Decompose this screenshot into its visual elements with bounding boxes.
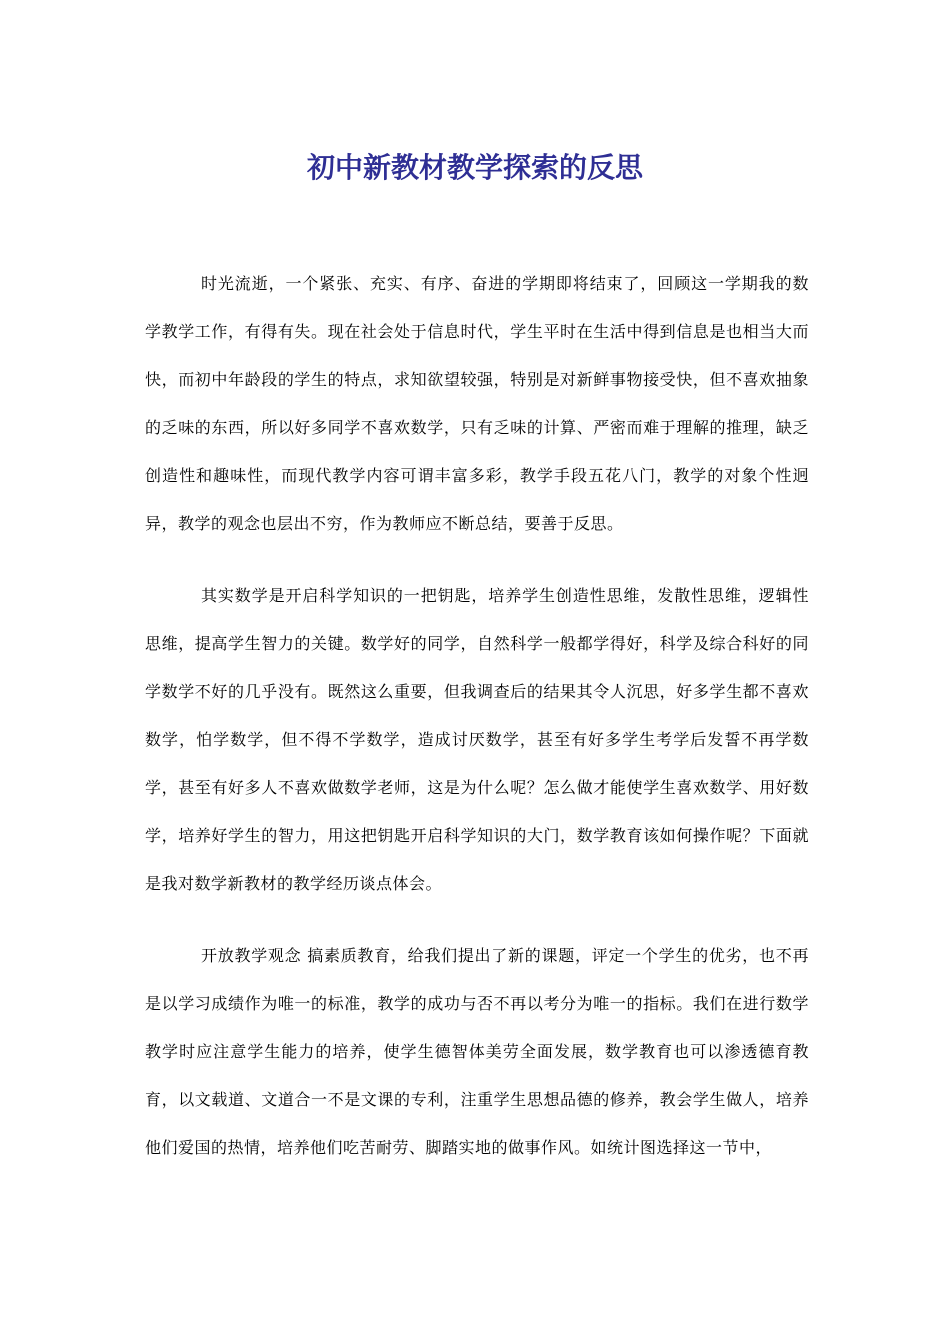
paragraph-2: 其实数学是开启科学知识的一把钥匙，培养学生创造性思维，发散性思维，逻辑性思维，提高学生智力的关键。数学好的同学，自然科学一般都学得好，科学及综合科好的同学数学不好的几乎没有。既然这么重要，但我调查后的结果其令人沉思，好多学生都不喜欢数学，怕学数学，但不得不学数学，造成讨厌数学，甚至有好多学生考学后发誓不再学数学，甚至有好多人不喜欢做数学老师，这是为什么呢？怎么做才能使学生喜欢数学、用好数学，培养好学生的智力，用这把钥匙开启科学知识的大门，数学教育该如何操作呢？下面就是我对数学新教材的教学经历谈点体会。 <box>145 586 809 893</box>
paragraph-1: 时光流逝，一个紧张、充实、有序、奋进的学期即将结束了，回顾这一学期我的数学教学工作，有得有失。现在社会处于信息时代，学生平时在生活中得到信息是也相当大而快，而初中年龄段的学生的特点，求知欲望较强，特别是对新鲜事物接受快，但不喜欢抽象的乏味的东西，所以好多同学不喜欢数学，只有乏味的计算、严密而难于理解的推理，缺乏创造性和趣味性，而现代教学内容可谓丰富多彩，教学手段五花八门，教学的对象个性迥异，教学的观念也层出不穷，作为教师应不断总结，要善于反思。 <box>145 274 809 533</box>
document-title: 初中新教材教学探索的反思 <box>306 151 643 184</box>
document-body <box>145 260 809 1172</box>
paragraph-3: 开放教学观念 搞素质教育，给我们提出了新的课题，评定一个学生的优劣，也不再是以学习成绩作为唯一的标准，教学的成功与否不再以考分为唯一的指标。我们在进行数学教学时应注意学生能力的培养，使学生德智体美劳全面发展，数学教育也可以渗透德育教育，以文载道、文道合一不是文课的专利，注重学生思想品德的修养，教会学生做人，培养他们爱国的热情，培养他们吃苦耐劳、脚踏实地的做事作风。如统计图选择这一节中， <box>145 946 809 1157</box>
